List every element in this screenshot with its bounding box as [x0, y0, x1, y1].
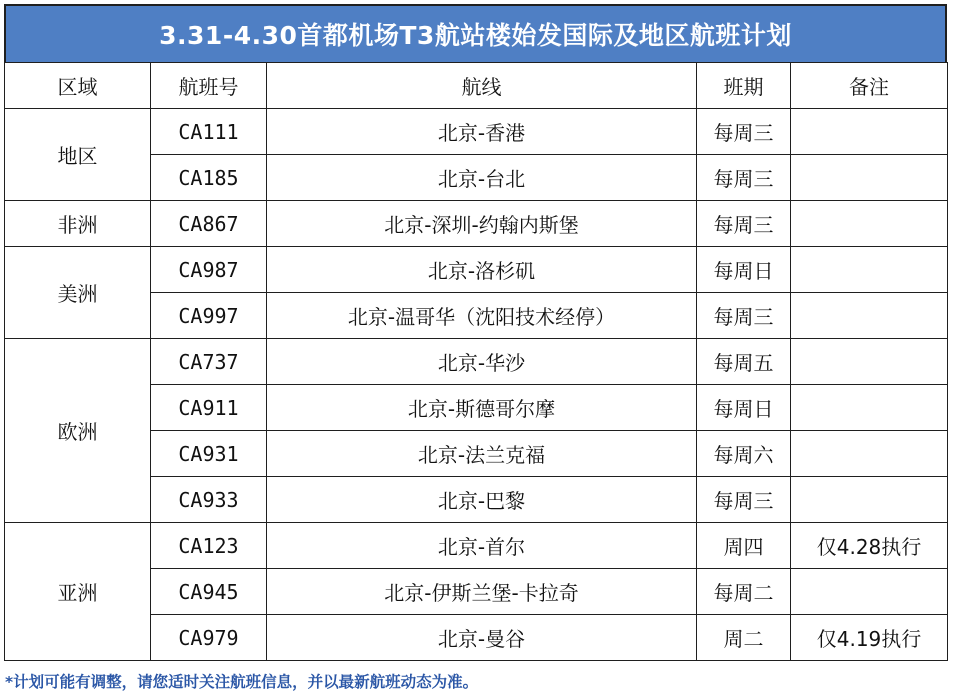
flight-number: CA987: [151, 247, 267, 293]
footnote: *计划可能有调整，请您适时关注航班信息，并以最新航班动态为准。: [5, 673, 479, 691]
flight-number: CA737: [151, 339, 267, 385]
flight-number: CA911: [151, 385, 267, 431]
header-region: 区域: [5, 63, 151, 109]
note: [791, 431, 948, 477]
header-note: 备注: [791, 63, 948, 109]
schedule: 每周三: [697, 477, 791, 523]
route: 北京-深圳-约翰内斯堡: [267, 201, 697, 247]
note: [791, 155, 948, 201]
note: [791, 247, 948, 293]
flight-number: CA945: [151, 569, 267, 615]
note: [791, 109, 948, 155]
route: 北京-洛杉矶: [267, 247, 697, 293]
region-cell-asia: 亚洲: [5, 523, 151, 661]
route: 北京-香港: [267, 109, 697, 155]
route: 北京-曼谷: [267, 615, 697, 661]
route: 北京-伊斯兰堡-卡拉奇: [267, 569, 697, 615]
note: [791, 569, 948, 615]
header-schedule: 班期: [697, 63, 791, 109]
schedule: 周四: [697, 523, 791, 569]
schedule-title: 3.31-4.30首都机场T3航站楼始发国际及地区航班计划: [4, 4, 947, 62]
flight-number: CA111: [151, 109, 267, 155]
table-row: [5, 523, 948, 569]
schedule: 每周日: [697, 385, 791, 431]
note: 仅4.19执行: [791, 615, 948, 661]
table-row: [5, 109, 948, 155]
schedule: 周二: [697, 615, 791, 661]
route: 北京-台北: [267, 155, 697, 201]
route: 北京-巴黎: [267, 477, 697, 523]
table-row: [5, 339, 948, 385]
route: 北京-法兰克福: [267, 431, 697, 477]
route: 北京-温哥华（沈阳技术经停）: [267, 293, 697, 339]
schedule: 每周三: [697, 109, 791, 155]
note: [791, 477, 948, 523]
flight-number: CA931: [151, 431, 267, 477]
schedule: 每周日: [697, 247, 791, 293]
schedule: 每周三: [697, 155, 791, 201]
note: [791, 201, 948, 247]
flight-number: CA979: [151, 615, 267, 661]
flight-number: CA867: [151, 201, 267, 247]
schedule: 每周二: [697, 569, 791, 615]
route: 北京-华沙: [267, 339, 697, 385]
header-flight-number: 航班号: [151, 63, 267, 109]
header-route: 航线: [267, 63, 697, 109]
note: [791, 293, 948, 339]
header-row: [5, 63, 948, 109]
note: [791, 385, 948, 431]
schedule: 每周六: [697, 431, 791, 477]
schedule: 每周五: [697, 339, 791, 385]
schedule: 每周三: [697, 293, 791, 339]
note: 仅4.28执行: [791, 523, 948, 569]
route: 北京-首尔: [267, 523, 697, 569]
flight-schedule-table: [4, 62, 948, 661]
table-row: [5, 247, 948, 293]
schedule: 每周三: [697, 201, 791, 247]
flight-number: CA997: [151, 293, 267, 339]
flight-schedule-sheet: [4, 4, 947, 661]
note: [791, 339, 948, 385]
region-cell-europe: 欧洲: [5, 339, 151, 523]
region-cell-africa: 非洲: [5, 201, 151, 247]
table-row: [5, 201, 948, 247]
flight-number: CA933: [151, 477, 267, 523]
region-cell-americas: 美洲: [5, 247, 151, 339]
flight-number: CA123: [151, 523, 267, 569]
route: 北京-斯德哥尔摩: [267, 385, 697, 431]
flight-number: CA185: [151, 155, 267, 201]
region-cell-area: 地区: [5, 109, 151, 201]
